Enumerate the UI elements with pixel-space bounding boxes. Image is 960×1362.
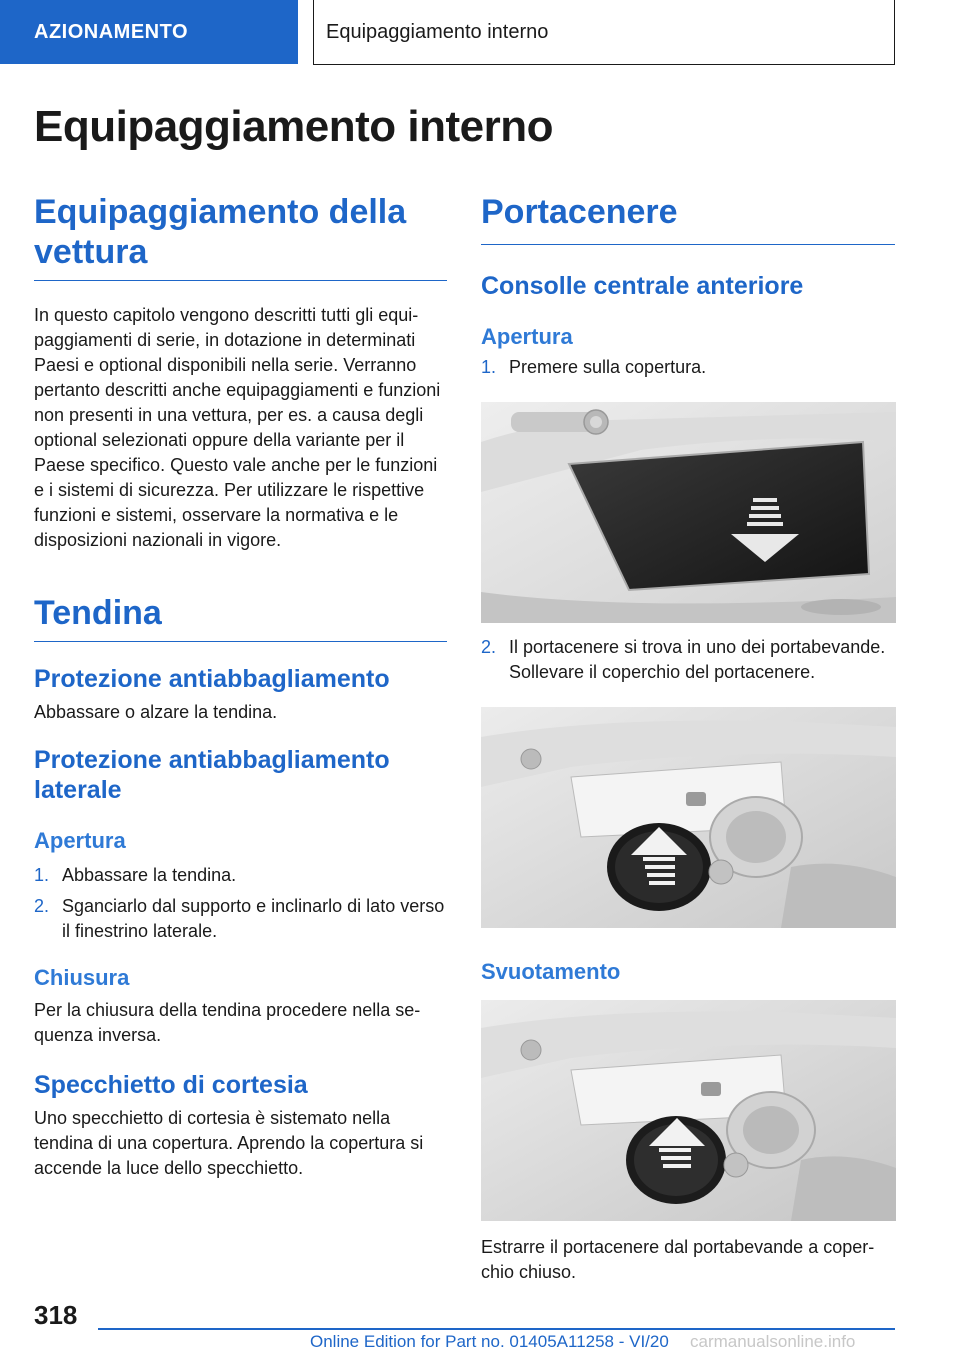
list-item [481, 635, 895, 685]
list-item-number: 2. [481, 637, 497, 657]
heading-chiusura: Chiusura [34, 965, 130, 990]
ashtray-remove-illustration [481, 1000, 896, 1221]
page-number: 318 [34, 1300, 78, 1330]
left-column [34, 192, 447, 1181]
header-chapter-box [313, 0, 895, 65]
section-title-tendina: Tendina [34, 593, 447, 642]
list-item [481, 355, 895, 380]
list-item-text: Abbassare la tendina. [62, 865, 237, 885]
section-text-equipaggiamento: In questo capitolo vengono descritti tutti gli equipaggiamenti di serie, in dotazione in determinati Paesi e optional disponibili nella serie. Verranno pertanto descritti anche equipaggiamenti e funzioni non presenti in una vettura, per es. a causa degli optional selezionati oppure della variante per il Paese specifico. Questo vale anche per le funzioni e i sistemi di sicurezza. Per utilizzare le rispettive funzioni e sistemi, osservare la normativa e le disposizioni nazionali in vigore. [34, 305, 441, 550]
heading-apertura-left: Apertura [34, 828, 126, 853]
photo-console-cover [481, 402, 896, 623]
subsection-title-consolle: Consolle centrale anteriore [481, 272, 804, 300]
subsection-title-antiabbagliamento-laterale: Protezione antiabbagliamento laterale [34, 746, 390, 804]
section-title-equipaggiamento: Equipaggiamento della vettura [34, 192, 447, 281]
photo-ashtray-open [481, 707, 896, 928]
subsection-title-antiabbagliamento: Protezione antiabbagliamento [34, 665, 390, 693]
header-chapter-label: Equipaggiamento interno [326, 20, 549, 43]
ashtray-open-illustration [481, 707, 896, 928]
list-item-number: 2. [34, 896, 50, 916]
page-title: Equipaggiamento interno [34, 102, 553, 151]
list-item-text: Sganciarlo dal supporto e inclinarlo di lato verso il finestrino laterale. [62, 896, 445, 941]
right-column [481, 192, 895, 1285]
list-item [34, 863, 447, 888]
footer-divider [98, 1328, 895, 1330]
apertura-steps-list [34, 863, 447, 944]
subsection-text-antiabbagliamento: Abbassare o alzare la tendina. [34, 702, 278, 722]
heading-apertura-right: Apertura [481, 324, 573, 349]
list-item-number: 1. [34, 865, 50, 885]
watermark: carmanualsonline.info [690, 1332, 856, 1351]
photo-ashtray-remove [481, 1000, 896, 1221]
subsection-text-specchietto: Uno specchietto di cortesia è sistemato nella tendina di una copertura. Aprendo la copertura si accende la luce dello specchietto. [34, 1108, 424, 1178]
list-item-text: Premere sulla copertura. [509, 357, 707, 377]
console-cover-illustration [481, 402, 896, 623]
list-item [34, 894, 447, 944]
svuotamento-text: Estrarre il portacenere dal portabevande a coperchio chiuso. [481, 1237, 875, 1282]
chiusura-text: Per la chiusura della tendina procedere nella sequenza inversa. [34, 1000, 421, 1045]
footer-edition: Online Edition for Part no. 01405A11258 - VI/20 [310, 1332, 669, 1351]
header-section-label: AZIONAMENTO [34, 20, 189, 43]
heading-svuotamento: Svuotamento [481, 959, 621, 984]
list-item-number: 1. [481, 357, 497, 377]
subsection-title-specchietto: Specchietto di cortesia [34, 1071, 308, 1099]
list-item-text: Il portacenere si trova in uno dei portabevande. Sollevare il coperchio del portacenere. [509, 637, 886, 682]
section-title-portacenere: Portacenere [481, 192, 895, 245]
header-section-tab [0, 0, 298, 64]
